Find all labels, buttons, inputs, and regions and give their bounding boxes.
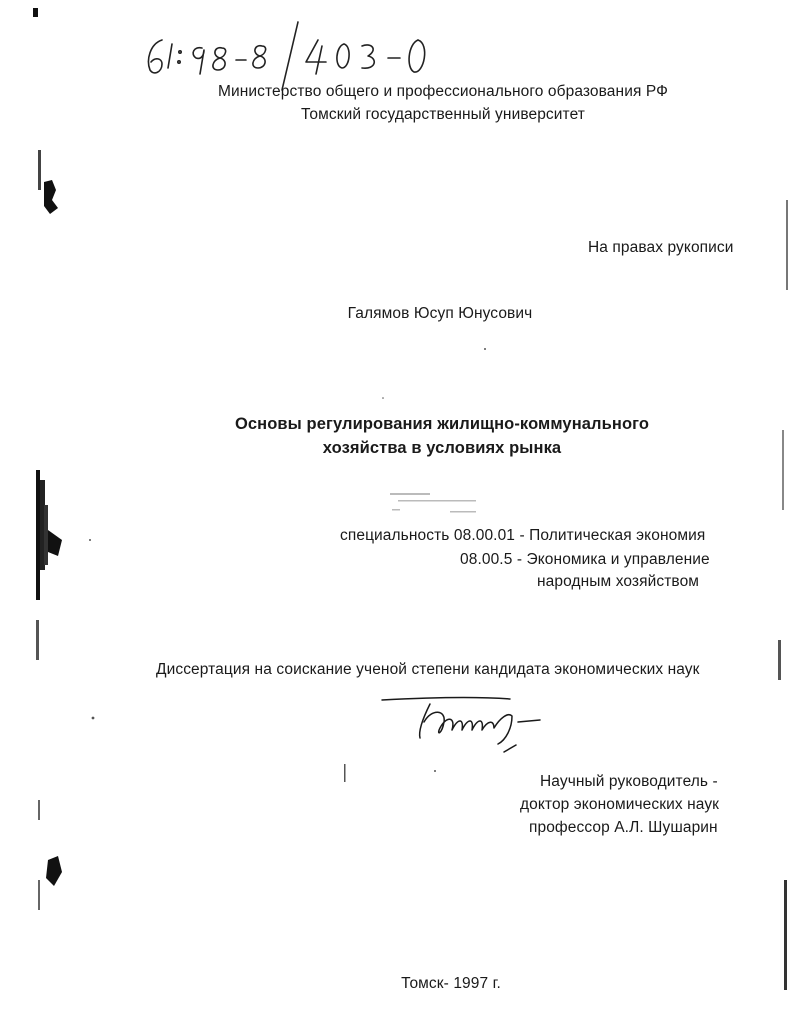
rights-note: На правах рукописи — [588, 239, 734, 256]
specialty-name-2: - Экономика и управление — [516, 551, 710, 568]
author-name: Галямов Юсуп Юнусович — [347, 305, 533, 322]
ministry-heading: Министерство общего и профессионального образования РФ — [217, 83, 668, 100]
specialty-name-2-continued: народным хозяйством — [537, 573, 700, 590]
university-heading: Томский государственный университет — [301, 106, 585, 123]
signature-handwriting — [382, 697, 540, 752]
specialty-code-2: 08.00.5 — [460, 551, 513, 568]
specialty-label: специальность — [340, 527, 450, 544]
faint-stamp-ghost — [390, 493, 476, 513]
dissertation-title-line-2: хозяйства в условиях рынка — [322, 439, 562, 457]
archive-number-handwriting — [149, 22, 425, 90]
specialty-code-1: 08.00.01 — [453, 527, 516, 544]
place-and-year: Томск- 1997 г. — [401, 975, 501, 992]
specialty-name-1: - Политическая экономия — [519, 527, 706, 544]
supervisor-degree: доктор экономических наук — [520, 796, 720, 813]
dissertation-statement: Диссертация на соискание ученой степени кандидата экономических наук — [156, 661, 700, 678]
dissertation-title-line-1: Основы регулирования жилищно-коммунального — [234, 415, 650, 433]
specialty-line-2 — [460, 550, 710, 570]
specialty-line-1 — [340, 526, 705, 546]
supervisor-role: Научный руководитель - — [540, 773, 718, 790]
supervisor-name: профессор А.Л. Шушарин — [529, 819, 718, 836]
